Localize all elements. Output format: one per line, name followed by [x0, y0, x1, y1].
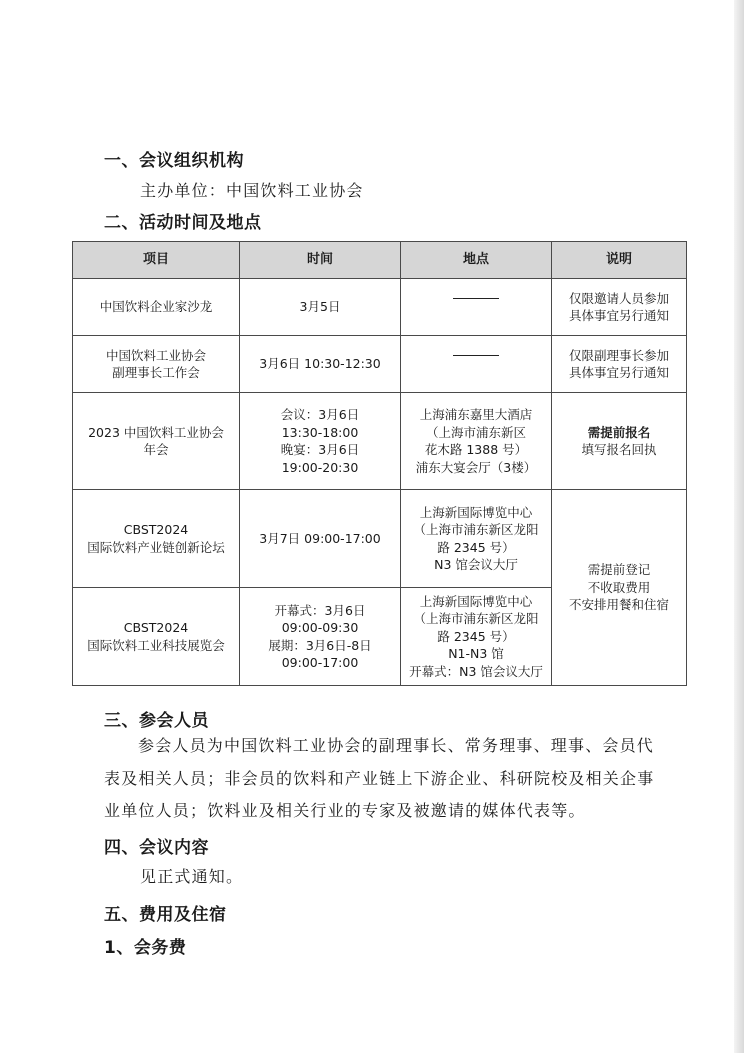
dash-placeholder [453, 355, 499, 374]
header-note: 说明 [552, 242, 687, 279]
cell-time: 开幕式：3月6日 09:00-09:30 展期：3月6日-8日 09:00-17:00 [240, 588, 401, 686]
cell-place: 上海新国际博览中心 （上海市浦东新区龙阳 路 2345 号） N1-N3 馆 开幕式：N3 馆会议大厅 [401, 588, 552, 686]
section-heading-content: 四、会议内容 [104, 838, 209, 858]
cell-place: 上海新国际博览中心 （上海市浦东新区龙阳 路 2345 号） N3 馆会议大厅 [401, 490, 552, 588]
section-heading-time-place: 二、活动时间及地点 [104, 213, 262, 233]
dash-placeholder [453, 298, 499, 317]
schedule-table [72, 241, 687, 686]
organizer-line: 主办单位：中国饮料工业协会 [140, 181, 364, 200]
cell-item: 2023 中国饮料工业协会 年会 [73, 393, 240, 490]
table-header-row [73, 242, 687, 279]
section-heading-fees: 五、费用及住宿 [104, 905, 227, 925]
cell-time: 3月6日 10:30-12:30 [240, 336, 401, 393]
header-place: 地点 [401, 242, 552, 279]
cell-item: 中国饮料企业家沙龙 [73, 279, 240, 336]
header-time: 时间 [240, 242, 401, 279]
cell-note: 仅限副理事长参加 具体事宜另行通知 [552, 336, 687, 393]
table-row [73, 336, 687, 393]
content-paragraph: 见正式通知。 [140, 867, 244, 886]
note-fill-form: 填写报名回执 [581, 442, 657, 457]
section-heading-attendees: 三、参会人员 [104, 711, 209, 731]
cell-time: 3月5日 [240, 279, 401, 336]
cell-time: 会议：3月6日 13:30-18:00 晚宴：3月6日 19:00-20:30 [240, 393, 401, 490]
cell-place: 上海浦东嘉里大酒店 （上海市浦东新区 花木路 1388 号） 浦东大宴会厅（3楼） [401, 393, 552, 490]
subheading-conference-fee: 1、会务费 [104, 938, 187, 958]
note-required-registration: 需提前报名 [587, 424, 651, 440]
cell-place [401, 279, 552, 336]
attendees-paragraph: 参会人员为中国饮料工业协会的副理事长、常务理事、理事、会员代表及相关人员；非会员的饮料和产业链上下游企业、科研院校及相关企事业单位人员；饮料业及相关行业的专家及被邀请的媒体代表等。 [104, 736, 655, 820]
table-row [73, 490, 687, 588]
cell-note [552, 393, 687, 490]
cell-note-merged: 需提前登记 不收取费用 不安排用餐和住宿 [552, 490, 687, 686]
cell-place [401, 336, 552, 393]
cell-time: 3月7日 09:00-17:00 [240, 490, 401, 588]
table-row [73, 279, 687, 336]
cell-note: 仅限邀请人员参加 具体事宜另行通知 [552, 279, 687, 336]
cell-item: CBST2024 国际饮料工业科技展览会 [73, 588, 240, 686]
section-heading-organization: 一、会议组织机构 [104, 151, 244, 171]
cell-item: 中国饮料工业协会 副理事长工作会 [73, 336, 240, 393]
page-edge-shadow [734, 0, 744, 1053]
header-item: 项目 [73, 242, 240, 279]
table-row [73, 393, 687, 490]
cell-item: CBST2024 国际饮料产业链创新论坛 [73, 490, 240, 588]
